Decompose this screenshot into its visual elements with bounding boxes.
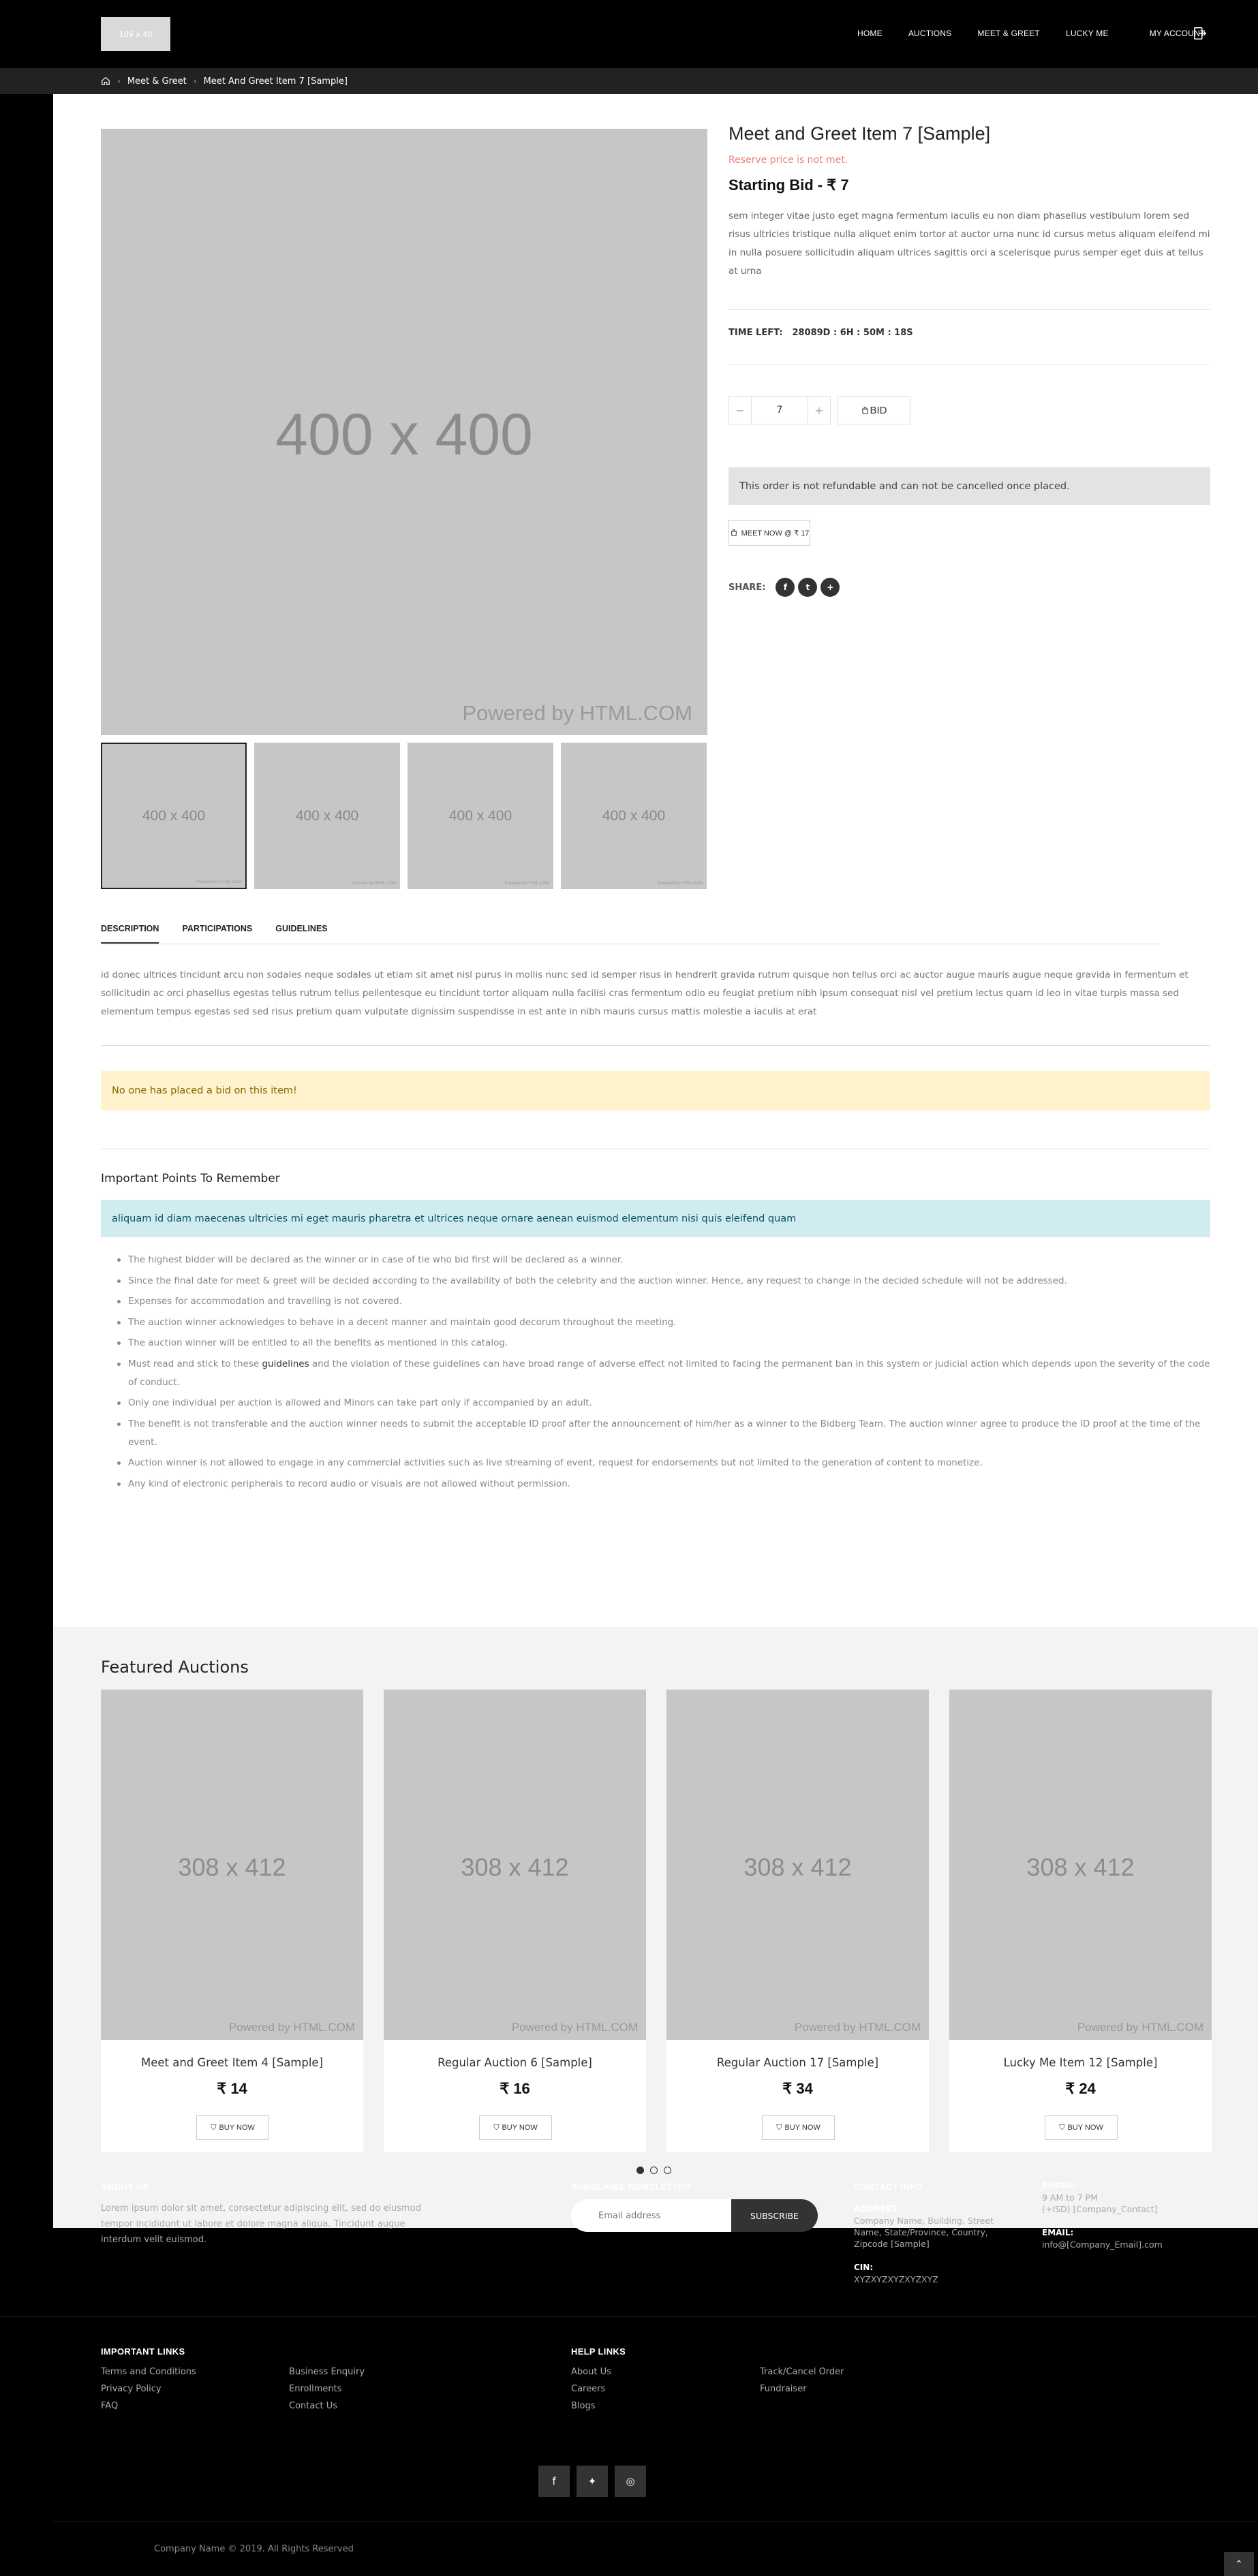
phone-label: PHONE: [1042, 2181, 1078, 2190]
list-item: Auction winner is not allowed to engage in any commercial activities such as live streaming of event, request for endorsements but not limited to the generation of content to monetize. [128, 1454, 1212, 1472]
buy-now-label: BUY NOW [219, 2124, 255, 2132]
image-watermark: Powered by HTML.COM [228, 2021, 355, 2034]
qty-increment-button[interactable]: + [814, 403, 824, 417]
help-links-title: HELP LINKS [571, 2346, 626, 2357]
list-item: The benefit is not transferable and the auction winner needs to submit the acceptable ID proof after the announcement of him/her as a winner to the Bidberg Team. The auction winner agree to produce the ID proof at the time of the event. [128, 1415, 1212, 1452]
nav-meet-greet[interactable]: MEET & GREET [977, 29, 1040, 38]
footer-link-business[interactable]: Business Enquiry [289, 2367, 365, 2377]
auction-price: ₹ 16 [500, 2080, 530, 2097]
guideline-prefix: Must read and stick to these [128, 1358, 260, 1369]
bag-icon [730, 529, 738, 537]
carousel-dot[interactable] [664, 2167, 671, 2174]
contact-address [854, 2203, 1017, 2285]
product-description: sem integer vitae justo eget magna fermentum iaculis eu non diam phasellus vestibulum lorem sed risus ultricies tristique nulla aliquet enim tortor at auctor urna nunc id cursus metus aliquam eleifend mi in nulla posuere sollicitudin aliquam ultrices sagittis orci a scelerisque purus semper eget duis at tellus at urna [728, 211, 1210, 277]
thumb-text: 400 x 400 [142, 807, 206, 824]
featured-auctions [53, 1627, 1258, 2228]
meet-now-button[interactable] [728, 520, 810, 546]
rules-list [128, 1251, 1212, 1495]
footer-link-faq[interactable]: FAQ [101, 2401, 119, 2411]
carousel-dot[interactable] [636, 2167, 644, 2174]
auction-name[interactable]: Lucky Me Item 12 [Sample] [1003, 2056, 1158, 2069]
thumbnail-2[interactable] [254, 743, 400, 889]
auction-price: ₹ 24 [1065, 2080, 1096, 2097]
footer-divider [0, 2316, 1258, 2317]
auction-name[interactable]: Meet and Greet Item 4 [Sample] [140, 2056, 324, 2069]
list-item: Any kind of electronic peripherals to record audio or visuals are not allowed without permission. [128, 1475, 1212, 1493]
phone-hours: 9 AM to 7 PM [1042, 2192, 1099, 2203]
auction-price: ₹ 14 [217, 2080, 247, 2097]
main-content [53, 94, 1258, 2134]
facebook-icon[interactable]: f [776, 578, 795, 597]
auction-card[interactable] [666, 1690, 929, 2152]
email-value[interactable]: info@[Company_Email].com [1042, 2239, 1163, 2250]
image-placeholder-text: 400 x 400 [275, 402, 533, 467]
thumb-watermark: Powered by HTML.COM [196, 880, 241, 884]
image-watermark: Powered by HTML.COM [1077, 2021, 1203, 2034]
breadcrumb-current: Meet And Greet Item 7 [Sample] [203, 76, 348, 87]
buy-now-label: BUY NOW [784, 2124, 820, 2132]
image-placeholder-text: 308 x 412 [743, 1853, 852, 1881]
auction-image[interactable] [666, 1690, 929, 2040]
carousel-dots [636, 2167, 671, 2174]
nav-lucky-me[interactable]: LUCKY ME [1065, 29, 1109, 38]
bag-icon: ⛉ [776, 2123, 782, 2132]
auction-image[interactable] [949, 1690, 1212, 2040]
address-label: ADDRESS: [854, 2204, 901, 2214]
featured-title: Featured Auctions [101, 1658, 249, 1677]
auction-name[interactable]: Regular Auction 17 [Sample] [716, 2056, 879, 2069]
auction-image[interactable] [101, 1690, 363, 2040]
important-title: Important Points To Remember [101, 1172, 280, 1185]
cin-label: CIN: [854, 2263, 874, 2272]
bid-label: BID [870, 404, 887, 416]
image-placeholder-text: 308 x 412 [178, 1853, 286, 1881]
list-item: The highest bidder will be declared as the winner or in case of tie who bid first will be declared as a winner. [128, 1251, 1212, 1269]
newsletter-form [571, 2199, 818, 2232]
instagram-icon[interactable]: ◎ [615, 2466, 646, 2497]
thumb-watermark: Powered by HTML.COM [658, 882, 703, 886]
thumbnail-3[interactable] [408, 743, 553, 889]
list-item: Expenses for accommodation and travelling is not covered. [128, 1292, 1212, 1311]
bid-button[interactable] [838, 396, 910, 424]
qty-input[interactable]: 7 [751, 397, 808, 424]
thumb-text: 400 x 400 [448, 807, 512, 824]
bag-icon [861, 406, 870, 415]
list-item: Only one individual per auction is allowed and Minors can take part only if accompanied by an adult. [128, 1394, 1212, 1412]
bag-icon: ⛉ [1059, 2123, 1065, 2132]
chevron-right-icon: › [117, 76, 121, 86]
contact-title: CONTACT INFO [854, 2182, 923, 2192]
no-bid-alert: No one has placed a bid on this item! [101, 1071, 1210, 1111]
footer-link-fundraiser[interactable]: Fundraiser [760, 2384, 807, 2394]
email-field[interactable] [571, 2199, 731, 2232]
logo-text: 109 x 40 [119, 29, 153, 39]
image-watermark: Powered by HTML.COM [511, 2021, 638, 2034]
buy-now-button[interactable] [479, 2115, 552, 2140]
image-placeholder-text: 308 x 412 [1026, 1853, 1135, 1881]
auction-card[interactable] [101, 1690, 363, 2152]
time-left-label: TIME LEFT: [728, 328, 783, 338]
buy-now-button[interactable] [1045, 2115, 1118, 2140]
chevron-up-icon: ⌃ [1235, 2558, 1243, 2570]
image-placeholder-text: 308 x 412 [461, 1853, 569, 1881]
bag-icon: ⛉ [211, 2123, 217, 2132]
guideline-suffix: and the violation of these guidelines can have broad range of adverse effect not limited to facing the permanent ban in this system or judicial action which depends upon the severity of the code of conduct. [128, 1358, 1210, 1388]
home-icon[interactable] [101, 76, 110, 86]
auction-card[interactable] [949, 1690, 1212, 2152]
time-left [728, 328, 913, 338]
main-nav [857, 29, 1231, 38]
starting-bid: Starting Bid - ₹ 7 [728, 176, 849, 193]
reserve-status: Reserve price is not met. [728, 155, 848, 166]
contact-phone-email [1042, 2180, 1212, 2250]
list-item: The auction winner will be entitled to all the benefits as mentioned in this catalog. [128, 1334, 1212, 1352]
logout-icon[interactable] [1193, 26, 1208, 41]
long-description: id donec ultrices tincidunt arcu non sodales neque sodales ut etiam sit amet nisl purus in mollis nunc sed id semper risus in hendrerit gravida rutrum quisque non tellus orci ac auctor augue mauris augue neque gravida in fermentum et sollicitudin ac orci phasellus egestas tellus rutrum tellus pellentesque eu tincidunt tortor aliquam nulla facilisi cras fermentum odio eu feugiat pretium nibh ipsum consequat nisl vel pretium lectus quam id leo in vitae turpis massa sed elementum tempus egestas sed sed risus pretium quam vulputate dignissim suspendisse in est ante in nibh mauris cursus mattis molestie a iaculis at erat [101, 969, 1188, 1017]
facebook-icon[interactable]: f [538, 2466, 570, 2497]
tab-participations[interactable]: PARTICIPATIONS [182, 924, 253, 933]
buy-now-label: BUY NOW [502, 2124, 538, 2132]
list-item [128, 1355, 1212, 1392]
countdown: 28089D : 6H : 50M : 18S [792, 328, 913, 338]
thumbnail-4[interactable] [561, 743, 707, 889]
auction-name[interactable]: Regular Auction 6 [Sample] [438, 2056, 592, 2069]
product-title: Meet and Greet Item 7 [Sample] [728, 123, 991, 144]
footer-link-terms[interactable]: Terms and Conditions [101, 2367, 196, 2377]
qty-decrement-button[interactable]: − [735, 403, 745, 417]
auction-image[interactable] [384, 1690, 646, 2040]
nav-auctions[interactable]: AUCTIONS [908, 29, 952, 38]
address-value: Company Name, Building, Street Name, State/Province, Country, Zipcode [Sample] [854, 2216, 994, 2249]
social-links [538, 2466, 646, 2497]
subscribe-button[interactable]: SUBSCRIBE [731, 2199, 818, 2232]
footer-link-contact[interactable]: Contact Us [289, 2401, 337, 2411]
image-watermark: Powered by HTML.COM [462, 701, 692, 725]
cin-value: XYZXYZXYZXYZXYZ [854, 2274, 938, 2284]
buy-now-button[interactable] [196, 2115, 269, 2140]
meet-now-label: MEET NOW @ ₹ 17 [741, 529, 810, 538]
nav-my-account[interactable]: MY ACCOUNT [1149, 29, 1206, 38]
tab-guidelines[interactable]: GUIDELINES [275, 924, 328, 933]
footer-link-enrollments[interactable]: Enrollments [289, 2384, 342, 2394]
about-title: ABOUT US [101, 2182, 149, 2192]
featured-cards [101, 1690, 1212, 2152]
twitter-icon[interactable]: ✦ [577, 2466, 608, 2497]
divider [101, 1045, 1210, 1046]
thumbnail-1[interactable] [101, 743, 247, 889]
site-logo[interactable] [101, 17, 170, 51]
important-info-alert: aliquam id diam maecenas ultricies mi eget mauris pharetra et ultrices neque ornare aenean euismod elementum nisi quis eleifend quam [101, 1200, 1210, 1237]
copyright: Company Name © 2019. All Rights Reserved [154, 2544, 354, 2554]
list-item: The auction winner acknowledges to behave in a decent manner and maintain good decorum throughout the meeting. [128, 1314, 1212, 1332]
footer-link-blogs[interactable]: Blogs [571, 2401, 596, 2411]
breadcrumb-meet-greet[interactable]: Meet & Greet [127, 76, 187, 87]
thumb-text: 400 x 400 [602, 807, 666, 824]
share-row [728, 578, 840, 597]
guidelines-link[interactable]: guidelines [262, 1358, 309, 1369]
tab-description[interactable]: DESCRIPTION [101, 921, 159, 944]
quantity-stepper [728, 396, 831, 424]
image-watermark: Powered by HTML.COM [794, 2021, 921, 2034]
thumb-watermark: Powered by HTML.COM [351, 882, 396, 886]
product-tabs [101, 921, 1160, 944]
refund-notice: This order is not refundable and can not be cancelled once placed. [728, 467, 1210, 505]
about-text: Lorem ipsum dolor sit amet, consectetur adipiscing elit, sed do eiusmod tempor incididunt ut labore et dolore magna aliqua. Tincidunt augue interdum velit euismod. [101, 2203, 421, 2245]
footer-link-careers[interactable]: Careers [571, 2384, 606, 2394]
footer-link-about[interactable]: About Us [571, 2367, 611, 2377]
share-label: SHARE: [728, 582, 766, 593]
buy-now-label: BUY NOW [1067, 2124, 1103, 2132]
thumb-watermark: Powered by HTML.COM [504, 882, 549, 886]
phone-value[interactable]: (+ISD) [Company_Contact] [1042, 2204, 1158, 2214]
product-main-image[interactable] [101, 129, 707, 735]
scroll-top-button[interactable] [1224, 2552, 1254, 2576]
footer-link-privacy[interactable]: Privacy Policy [101, 2384, 162, 2394]
site-header [0, 0, 1258, 68]
chevron-right-icon: › [193, 76, 197, 86]
carousel-dot[interactable] [650, 2167, 658, 2174]
divider [728, 309, 1210, 310]
bag-icon: ⛉ [493, 2123, 500, 2132]
auction-card[interactable] [384, 1690, 646, 2152]
list-item: Since the final date for meet & greet will be decided according to the availability of both the celebrity and the auction winner. Hence, any request to change in the decided schedule will not be addressed. [128, 1272, 1212, 1290]
footer-link-track[interactable]: Track/Cancel Order [760, 2367, 844, 2377]
twitter-icon[interactable]: t [798, 578, 817, 597]
buy-now-button[interactable] [762, 2115, 835, 2140]
thumb-text: 400 x 400 [295, 807, 359, 824]
nav-home[interactable]: HOME [857, 29, 883, 38]
breadcrumb [0, 68, 1258, 94]
email-label: EMAIL: [1042, 2228, 1074, 2237]
plus-icon[interactable]: + [820, 578, 840, 597]
newsletter-title: SUBSCRIBE NEWSLETTER [571, 2182, 691, 2192]
thumbnail-strip [101, 743, 707, 889]
important-links-title: IMPORTANT LINKS [101, 2346, 185, 2357]
auction-price: ₹ 34 [782, 2080, 813, 2097]
